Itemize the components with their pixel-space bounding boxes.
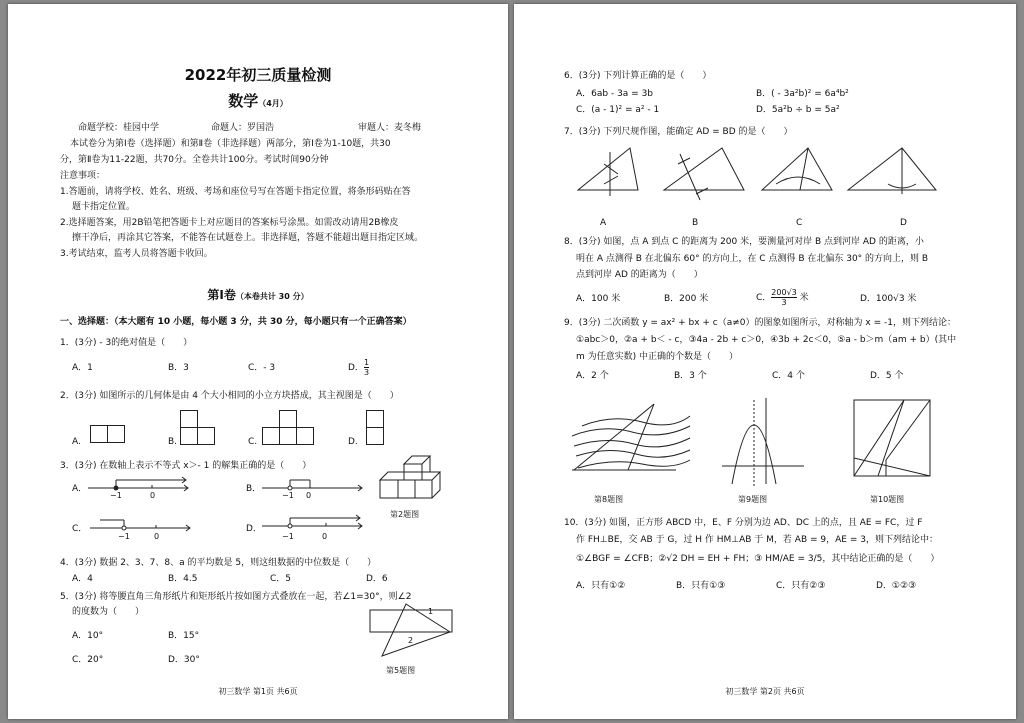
fig8-caption: 第8题图 [594,495,624,504]
q7-option-a: A [600,218,607,228]
q4-stem: 4．(3分) 数据 2、3、7、8、a 的平均数是 5，则这组数据的中位数是（ ） [60,558,377,568]
part-subtitle: （本卷共计 30 分） [235,292,309,301]
q3-b-minus-one: −1 [282,491,294,500]
q3-a-minus-one: −1 [110,491,122,500]
q8-c-unit: 米 [799,293,809,303]
q1-frac-den: 3 [363,368,370,377]
q9-option-c: C．4 个 [772,371,805,381]
q7-option-c: C [796,218,803,228]
q8-option-c [756,284,809,312]
q2-view-b [180,410,220,446]
q9-option-d: D．5 个 [870,371,904,381]
q2-stem: 2．(3分) 如图所示的几何体是由 4 个大小相同的小立方块搭成，其主视图是（ ） [60,391,399,401]
q3-numberline-b [262,474,372,500]
q8-c-label: C． [756,293,772,303]
q2-option-d: D. [348,437,358,447]
q5-option-c: C．20° [72,655,104,665]
fig2-caption: 第2题图 [390,510,420,519]
q10-option-d: D．①②③ [876,581,917,591]
q10-stem: 作 FH⊥BE，交 AB 于 G，过 H 作 HM⊥AB 于 M，若 AB = 9，AE = 3，则下列结论中： [576,535,938,545]
fig5-angle-1: 1 [428,607,434,616]
q8-c-fraction [771,288,796,307]
exam-title: 2022年初三质量检测 [184,66,332,84]
q6-option-d: D．5a²b ÷ b = 5a² [756,105,840,115]
q9-stem: 9．(3分) 二次函数 y = ax² + bx + c（a≠0）的图象如图所示，对称轴为 x = -1，则下列结论： [564,318,956,328]
q8-stem: 明在 A 点测得 B 在北偏东 60° 的方向上，在 C 点测得 B 在北偏东 30° 的方向上，则 B [576,254,929,264]
q8-option-b: B．200 米 [664,294,709,304]
q3-numberline-c [90,514,200,540]
fig5-caption: 第5题图 [386,666,416,675]
subject: 数学 [228,92,259,110]
q5-option-d: D．30° [168,655,200,665]
q3-option-a: A． [72,484,88,494]
meta-reviewer: 审题人：麦冬梅 [358,123,422,133]
q2-view-d [366,410,388,446]
q3-d-minus-one: −1 [282,532,294,541]
section-heading: 一、选择题：（本大题有 10 小题，每小题 3 分，共 30 分，每小题只有一个正确答案） [60,317,412,327]
q1-d-label: D． [348,363,364,373]
note-line: 2.选择题答案，用2B铅笔把答题卡上对应题目的答案标号涂黑。如需改动请用2B橡皮 [60,218,399,228]
q8-option-d: D．100√3 米 [860,294,917,304]
q9-option-b: B．3 个 [674,371,707,381]
meta-author: 命题人：罗国浩 [211,123,275,133]
q9-option-a: A．2 个 [576,371,609,381]
subject-line [8,92,508,113]
fig9-caption: 第9题图 [738,495,768,504]
intro-line: 分，第Ⅱ卷为11-22题，共70分。全卷共计100分。考试时间90分钟 [60,155,329,165]
q8-stem: 8．(3分) 如图，点 A 到点 C 的距离为 200 米，要测量河对岸 B 点到河岸 AD 的距离，小 [564,237,924,247]
q1-frac-num: 1 [363,358,370,367]
q5-option-b: B．15° [168,631,200,641]
q3-d-zero: 0 [322,532,328,541]
q2-view-a [90,425,130,445]
fig10-caption: 第10题图 [870,495,905,504]
note-line: 3.考试结束，监考人员将答题卡收回。 [60,249,213,259]
q1-option-c: C．- 3 [248,363,276,373]
q7-construction-c [758,144,838,204]
q10-option-c: C．只有②③ [776,581,826,591]
q10-stem: 10．(3分) 如图，正方形 ABCD 中，E、F 分别为边 AD、DC 上的点，且 AE = FC，过 F [564,518,923,528]
q8-option-a: A．100 米 [576,294,621,304]
meta-school: 命题学校：桂园中学 [78,123,160,133]
q4-option-d: D．6 [366,574,388,584]
fig9-parabola [720,396,806,488]
intro-line: 本试卷分为第Ⅰ卷（选择题）和第Ⅱ卷（非选择题）两部分，第Ⅰ卷为1-10题，共30 [70,139,391,149]
q3-numberline-a [88,474,198,500]
q3-a-zero: 0 [150,491,156,500]
part-title: 第Ⅰ卷 [207,288,236,302]
q7-construction-d [844,144,940,204]
q1-fraction [364,358,369,377]
part-heading [8,288,508,304]
q3-c-minus-one: −1 [118,532,130,541]
q7-option-b: B [692,218,699,228]
q8-c-num: 200√3 [771,288,797,297]
note-line: 题卡指定位置。 [72,202,136,212]
q3-b-zero: 0 [306,491,312,500]
q4-option-c: C．5 [270,574,292,584]
q2-view-c [262,410,318,446]
q2-option-c: C. [248,437,258,447]
q5-option-a: A．10° [72,631,104,641]
q3-stem: 3．(3分) 在数轴上表示不等式 x＞- 1 的解集正确的是（ ） [60,461,312,471]
q1-option-b: B．3 [168,363,189,373]
q1-stem: 1．(3分) - 3的绝对值是（ ） [60,338,193,348]
q5-stem: 5．(3分) 将等腰直角三角形纸片和矩形纸片按如图方式叠放在一起，若∠1=30°，则∠2 [60,592,412,602]
q2-option-a: A. [72,437,81,447]
q7-option-d: D [900,218,907,228]
q6-option-c: C．(a - 1)² = a² - 1 [576,105,660,115]
q8-stem: 点到河岸 AD 的距离为（ ） [576,270,703,280]
q10-option-b: B．只有①③ [676,581,726,591]
month: （4月） [258,99,288,108]
q3-c-zero: 0 [154,532,160,541]
q10-option-a: A．只有①② [576,581,626,591]
q3-option-c: C． [72,524,88,534]
q7-stem: 7．(3分) 下列尺规作图，能确定 AD = BD 的是（ ） [564,127,793,137]
q2-option-b: B. [168,437,178,447]
q1-option-d [348,356,369,380]
q3-option-d: D． [246,524,262,534]
q6-option-b: B．( - 3a²b)² = 6a⁴b² [756,89,849,99]
fig2-cubes [378,450,450,504]
q3-option-b: B． [246,484,262,494]
q1-option-a: A．1 [72,363,93,373]
q9-stem: m 为任意实数) 中正确的个数是（ ） [576,352,739,362]
fig8-river [572,396,692,476]
exam-page-2 [514,4,1016,719]
page-footer: 初三数学 第2页 共6页 [725,687,805,696]
q4-option-a: A．4 [72,574,93,584]
page-footer: 初三数学 第1页 共6页 [218,687,298,696]
q6-option-a: A．6ab - 3a = 3b [576,89,654,99]
q6-stem: 6．(3分) 下列计算正确的是（ ） [564,71,712,81]
note-line: 1.答题前，请将学校、姓名、班级、考场和座位号写在答题卡指定位置，将条形码贴在答 [60,187,411,197]
fig5-triangle-rectangle [368,600,458,662]
q3-numberline-d [262,512,372,538]
notes-heading: 注意事项： [60,171,106,181]
q9-stem: ①abc＞0，②a + b＜ - c，③4a - 2b + c＞0，④3b + 2c＜0，⑤a - b＞m（am + b）(其中 [576,335,957,345]
q4-option-b: B．4.5 [168,574,198,584]
q5-stem: 的度数为（ ） [72,607,145,617]
q7-construction-a [574,144,642,204]
fig5-angle-2: 2 [408,636,414,645]
exam-page-1 [8,4,508,719]
q7-construction-b [660,144,750,204]
q10-stem: ①∠BGF = ∠CFB；②√2 DH = EH + FH；③ HM/AE = 3/5，其中结论正确的是（ ） [576,554,940,564]
fig10-square [850,396,934,482]
q8-c-den: 3 [781,298,787,307]
note-line: 擦干净后，再涂其它答案，不能答在试题卷上。非选择题，答题不能超出题目指定区域。 [72,233,424,243]
